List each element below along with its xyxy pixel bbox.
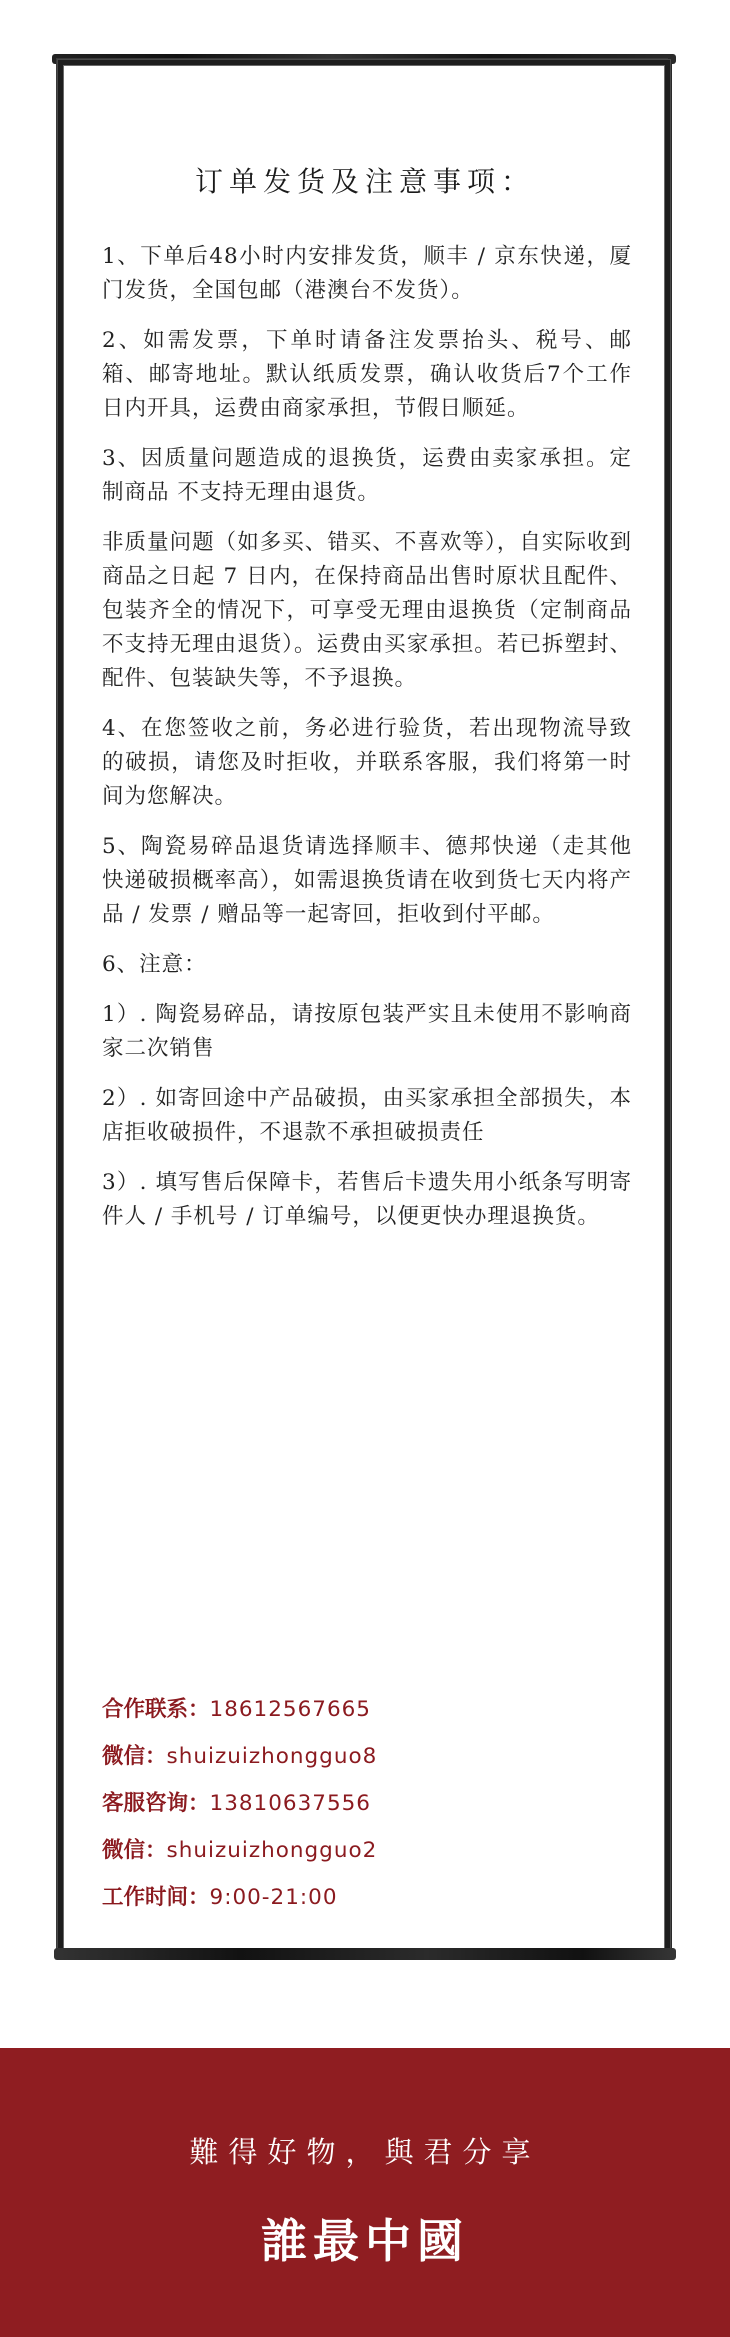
- notice-body: [102, 240, 632, 1250]
- contact-hours: 9:00-21:00: [209, 1885, 338, 1910]
- contact-label: 微信：: [102, 1744, 167, 1769]
- contact-row-business: [102, 1686, 632, 1733]
- notice-item-invoice: 2、如需发票，下单时请备注发票抬头、税号、邮箱、邮寄地址。默认纸质发票，确认收货后7个工作日内开具，运费由商家承担，节假日顺延。: [102, 328, 632, 421]
- contact-phone: 18612567665: [209, 1697, 371, 1722]
- notice-subitem-damage: 2）. 如寄回途中产品破损，由买家承担全部损失，本店拒收破损件，不退款不承担破损责任: [102, 1086, 632, 1145]
- contact-label: 工作时间：: [102, 1885, 210, 1910]
- footer-slogan: 難得好物，與君分享: [189, 2135, 541, 2169]
- contact-label: 合作联系：: [102, 1697, 210, 1722]
- notice-item-inspection: 4、在您签收之前，务必进行验货，若出现物流导致的破损，请您及时拒收，并联系客服，我们将第一时间为您解决。: [102, 716, 632, 809]
- contact-row-wechat-2: [102, 1827, 632, 1874]
- contact-label: 客服咨询：: [102, 1791, 210, 1816]
- contact-row-hours: [102, 1874, 632, 1921]
- brand-name: 誰最中國: [261, 2214, 469, 2268]
- frame-brush-bottom: [54, 1948, 676, 1960]
- notice-item-attention-heading: 6、注意：: [102, 952, 207, 977]
- notice-item-quality-return: 3、因质量问题造成的退换货，运费由卖家承担。定制商品 不支持无理由退货。: [102, 446, 632, 505]
- contact-row-wechat-1: [102, 1733, 632, 1780]
- contact-label: 微信：: [102, 1838, 167, 1863]
- notice-item-fragile-return: 5、陶瓷易碎品退货请选择顺丰、德邦快递（走其他快递破损概率高），如需退换货请在收到货七天内将产品 / 发票 / 赠品等一起寄回，拒收到付平邮。: [102, 834, 632, 927]
- contact-phone: 13810637556: [209, 1791, 371, 1816]
- notice-title: 订单发货及注意事项：: [194, 165, 535, 198]
- notice-subitem-warranty-card: 3）. 填写售后保障卡，若售后卡遗失用小纸条写明寄件人 / 手机号 / 订单编号，以便更快办理退换货。: [102, 1170, 632, 1229]
- contact-info: [102, 1686, 632, 1921]
- notice-item-no-reason-return: 非质量问题（如多买、错买、不喜欢等），自实际收到商品之日起 7 日内，在保持商品出售时原状且配件、包装齐全的情况下，可享受无理由退换货（定制商品 不支持无理由退货）。运费由买家承担。若已拆塑封、配件、包装缺失等，不予退换。: [102, 530, 632, 691]
- notice-item-shipping: 1、下单后48小时内安排发货，顺丰 / 京东快递，厦门发货，全国包邮（港澳台不发货）。: [102, 244, 632, 303]
- footer-banner: [0, 2048, 730, 2337]
- contact-wechat: shuizuizhongguo2: [166, 1838, 378, 1863]
- contact-row-service: [102, 1780, 632, 1827]
- notice-subitem-packaging: 1）. 陶瓷易碎品，请按原包装严实且未使用不影响商家二次销售: [102, 1002, 632, 1061]
- contact-wechat: shuizuizhongguo8: [166, 1744, 378, 1769]
